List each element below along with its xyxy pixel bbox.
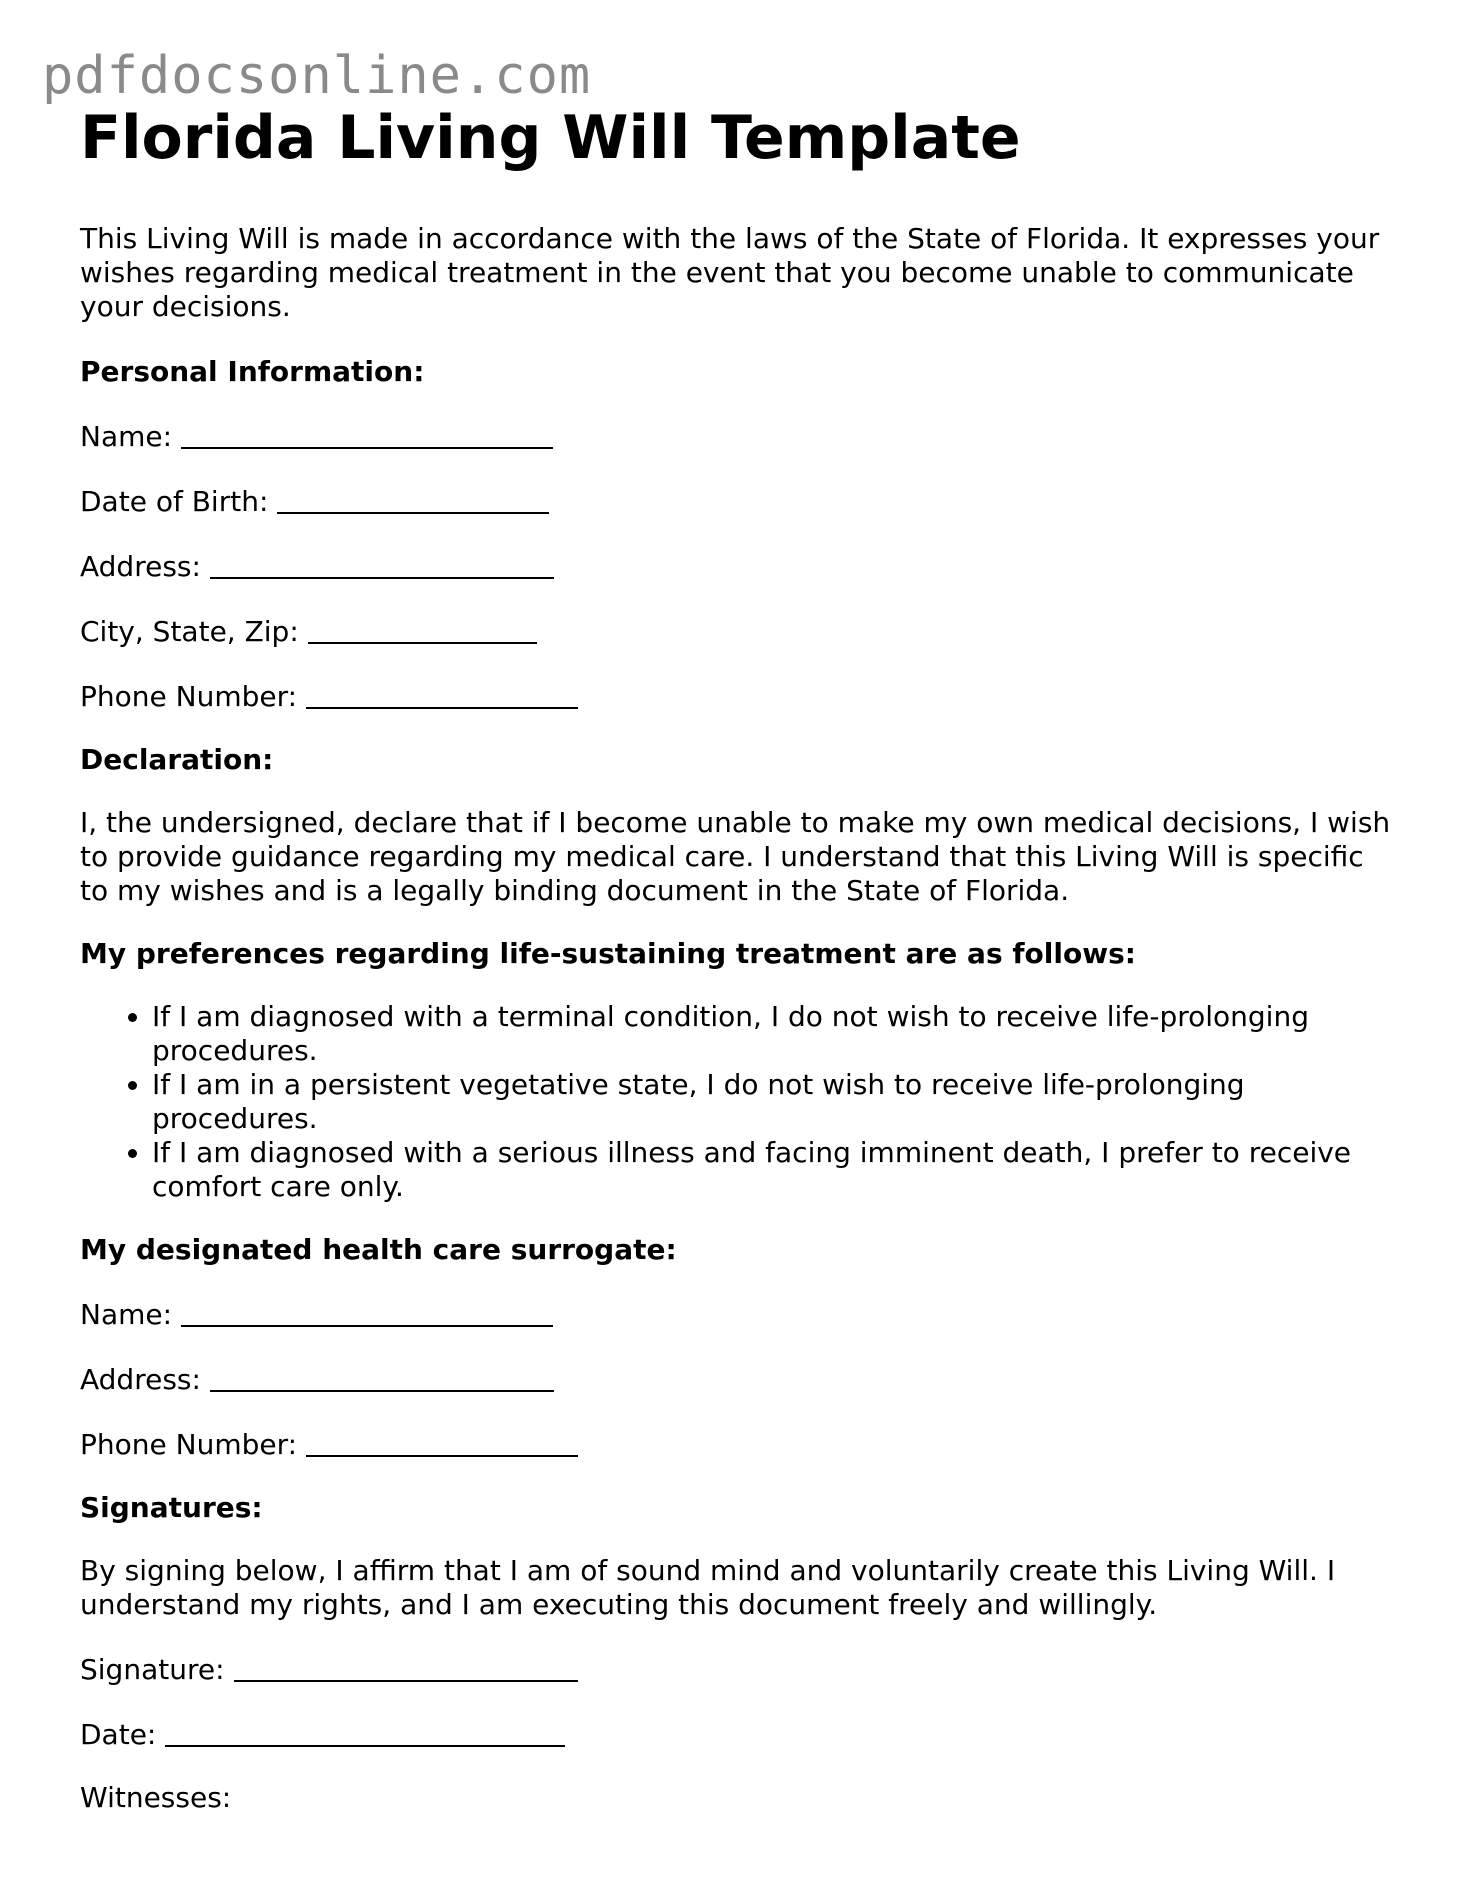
- surrogate-address-field: [80, 1361, 1400, 1397]
- personal-phone-line[interactable]: [306, 681, 578, 709]
- personal-info-heading: Personal Information:: [80, 355, 425, 388]
- date-line[interactable]: [165, 1719, 565, 1747]
- personal-address-label: Address:: [80, 550, 201, 583]
- date-label: Date:: [80, 1718, 157, 1751]
- personal-name-field: [80, 418, 1400, 454]
- date-field: [80, 1716, 1400, 1752]
- surrogate-phone-field: [80, 1426, 1400, 1462]
- list-item: • If I am diagnosed with a terminal condition, I do not wish to receive life-prolonging procedures.: [152, 1000, 1400, 1068]
- witnesses-field: [80, 1781, 1400, 1815]
- watermark: pdfdocsonline.com: [42, 46, 592, 106]
- personal-city-field: [80, 613, 1400, 649]
- personal-dob-line[interactable]: [277, 486, 549, 514]
- surrogate-address-line[interactable]: [210, 1364, 554, 1392]
- surrogate-name-label: Name:: [80, 1298, 173, 1331]
- signatures-paragraph: By signing below, I affirm that I am of sound mind and voluntarily create this Living Will. I understand my rights, and I am executing this document freely and willingly.: [80, 1554, 1336, 1621]
- declaration-paragraph: I, the undersigned, declare that if I become unable to make my own medical decisions, I wish to provide guidance regarding my medical care. I understand that this Living Will is specific to my wishes and is a legally binding document in the State of Florida.: [80, 806, 1391, 907]
- personal-dob-field: [80, 483, 1400, 519]
- personal-name-label: Name:: [80, 420, 173, 453]
- preferences-heading: My preferences regarding life-sustaining treatment are as follows:: [80, 937, 1136, 970]
- surrogate-name-field: [80, 1296, 1400, 1332]
- page-title: Florida Living Will Template: [80, 103, 1021, 173]
- document-page: [80, 98, 1400, 1844]
- personal-city-line[interactable]: [308, 616, 537, 644]
- list-item: • If I am in a persistent vegetative state, I do not wish to receive life-prolonging procedures.: [152, 1068, 1400, 1136]
- personal-phone-field: [80, 678, 1400, 714]
- personal-city-label: City, State, Zip:: [80, 615, 299, 648]
- list-item: • If I am diagnosed with a serious illness and facing imminent death, I prefer to receive comfort care only.: [152, 1136, 1400, 1204]
- surrogate-heading: My designated health care surrogate:: [80, 1233, 677, 1266]
- surrogate-phone-label: Phone Number:: [80, 1428, 298, 1461]
- signature-line[interactable]: [234, 1654, 578, 1682]
- signatures-heading: Signatures:: [80, 1491, 263, 1524]
- intro-paragraph: This Living Will is made in accordance with the laws of the State of Florida. It expresses your wishes regarding medical treatment in the event that you become unable to communicate your decisions.: [80, 222, 1380, 323]
- witnesses-label: Witnesses:: [80, 1781, 232, 1814]
- signature-label: Signature:: [80, 1653, 225, 1686]
- personal-name-line[interactable]: [181, 421, 553, 449]
- signature-field: [80, 1651, 1400, 1687]
- personal-address-field: [80, 548, 1400, 584]
- surrogate-address-label: Address:: [80, 1363, 201, 1396]
- surrogate-phone-line[interactable]: [306, 1429, 578, 1457]
- personal-dob-label: Date of Birth:: [80, 485, 269, 518]
- declaration-heading: Declaration:: [80, 743, 274, 776]
- preferences-list: [80, 1000, 1400, 1204]
- surrogate-name-line[interactable]: [181, 1299, 553, 1327]
- personal-phone-label: Phone Number:: [80, 680, 298, 713]
- personal-address-line[interactable]: [210, 551, 554, 579]
